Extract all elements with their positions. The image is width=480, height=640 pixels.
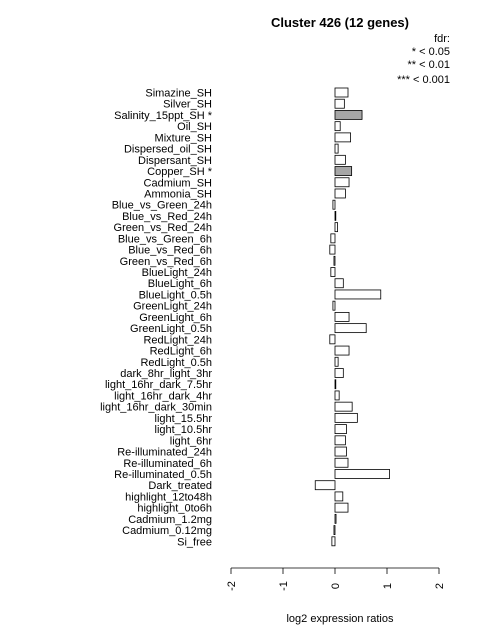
bar-22 — [330, 335, 335, 344]
category-label: Blue_vs_Green_6h — [117, 233, 212, 246]
category-label: Ammonia_SH — [144, 188, 212, 201]
bar-16 — [331, 268, 335, 277]
bar-31 — [335, 436, 345, 445]
category-label: Blue_vs_Green_24h — [111, 199, 212, 212]
category-label: BlueLight_6h — [147, 278, 212, 291]
category-label: highlight_0to6h — [137, 502, 212, 515]
category-label: Re-illuminated_24h — [117, 446, 212, 459]
bar-9 — [335, 189, 345, 198]
bar-29 — [335, 413, 357, 422]
legend-entry-fdr-005: * < 0.05 — [411, 46, 450, 58]
bar-35 — [315, 481, 335, 490]
bar-36 — [335, 492, 343, 501]
bars-group — [315, 88, 389, 546]
category-label: Cadmium_1.2mg — [128, 513, 212, 526]
category-label: RedLight_6h — [149, 345, 212, 358]
legend-title: fdr: — [434, 33, 450, 45]
bar-38 — [335, 514, 336, 523]
bar-32 — [335, 447, 346, 456]
bar-23 — [335, 346, 349, 355]
chart-title: Cluster 426 (12 genes) — [270, 15, 410, 30]
bar-13 — [331, 234, 335, 243]
category-label: BlueLight_0.5h — [138, 289, 212, 302]
bar-0 — [335, 88, 348, 97]
bar-30 — [335, 425, 346, 434]
category-label: BlueLight_24h — [141, 267, 212, 280]
x-tick-label: 0 — [330, 582, 342, 590]
bar-12 — [335, 223, 338, 232]
category-label: Silver_SH — [163, 98, 212, 111]
category-label: light_16hr_dark_7.5hr — [104, 379, 212, 392]
category-label: dark_8hr_light_3hr — [120, 368, 212, 380]
bar-10 — [333, 200, 335, 209]
bar-20 — [335, 312, 349, 321]
category-label: Dark_treated — [148, 480, 212, 493]
category-label: GreenLight_6h — [139, 311, 212, 324]
bar-19 — [333, 301, 335, 310]
category-label: light_10.5hr — [154, 424, 212, 437]
x-tick-label: -1 — [278, 581, 290, 591]
bar-17 — [335, 279, 343, 288]
x-axis-label: log2 expression ratios — [286, 613, 394, 625]
category-label: Mixture_SH — [154, 132, 212, 145]
category-labels-group — [100, 88, 213, 549]
bar-21 — [335, 324, 366, 333]
bar-5 — [335, 144, 338, 153]
legend-entry-fdr-001: ** < 0.01 — [407, 59, 450, 71]
category-label: Dispersed_oil_SH — [123, 143, 212, 156]
bar-2 — [335, 110, 362, 119]
category-label: Oil_SH — [177, 121, 212, 134]
bar-33 — [335, 458, 348, 467]
bar-18 — [335, 290, 381, 299]
bar-3 — [335, 122, 340, 131]
category-label: Si_free — [177, 536, 212, 549]
category-label: Simazine_SH — [145, 87, 212, 100]
bar-7 — [335, 167, 352, 176]
x-tick-label: -2 — [226, 581, 238, 591]
category-label: RedLight_24h — [143, 334, 212, 347]
bar-6 — [335, 155, 345, 164]
bar-28 — [335, 402, 352, 411]
bar-27 — [335, 391, 339, 400]
bar-1 — [335, 99, 344, 108]
bar-26 — [335, 380, 336, 389]
bar-34 — [335, 469, 390, 478]
category-label: GreenLight_0.5h — [130, 323, 212, 336]
bar-15 — [334, 256, 335, 265]
category-label: Salinity_15ppt_SH * — [114, 109, 212, 122]
category-label: GreenLight_24h — [133, 300, 212, 313]
bar-39 — [334, 526, 335, 535]
bar-37 — [335, 503, 348, 512]
category-label: light_6hr — [169, 435, 212, 448]
category-label: Blue_vs_Red_6h — [128, 244, 212, 257]
category-label: Dispersant_SH — [138, 154, 212, 167]
bar-25 — [335, 369, 343, 378]
category-label: Green_vs_Red_6h — [119, 255, 212, 268]
category-label: light_16hr_dark_30min — [100, 401, 212, 414]
category-label: highlight_12to48h — [125, 491, 212, 504]
x-tick-label: 2 — [434, 582, 446, 590]
bar-40 — [332, 537, 335, 546]
bar-11 — [335, 211, 336, 220]
category-label: Re-illuminated_6h — [123, 457, 212, 470]
x-axis — [226, 568, 446, 591]
category-label: RedLight_0.5h — [140, 356, 212, 369]
category-label: Copper_SH * — [147, 166, 212, 179]
category-label: Green_vs_Red_24h — [113, 222, 212, 235]
bar-4 — [335, 133, 351, 142]
legend-entry-fdr-0001: *** < 0.001 — [397, 74, 450, 86]
fdr-legend — [397, 33, 450, 86]
category-label: Re-illuminated_0.5h — [114, 468, 212, 481]
bar-8 — [335, 178, 349, 187]
bar-24 — [335, 357, 338, 366]
category-label: light_16hr_dark_4hr — [114, 390, 212, 403]
category-label: light_15.5hr — [154, 412, 212, 425]
category-label: Cadmium_SH — [143, 177, 212, 190]
x-tick-label: 1 — [382, 582, 394, 590]
bar-14 — [330, 245, 335, 254]
category-label: Cadmium_0.12mg — [122, 525, 212, 538]
category-label: Blue_vs_Red_24h — [122, 210, 212, 223]
